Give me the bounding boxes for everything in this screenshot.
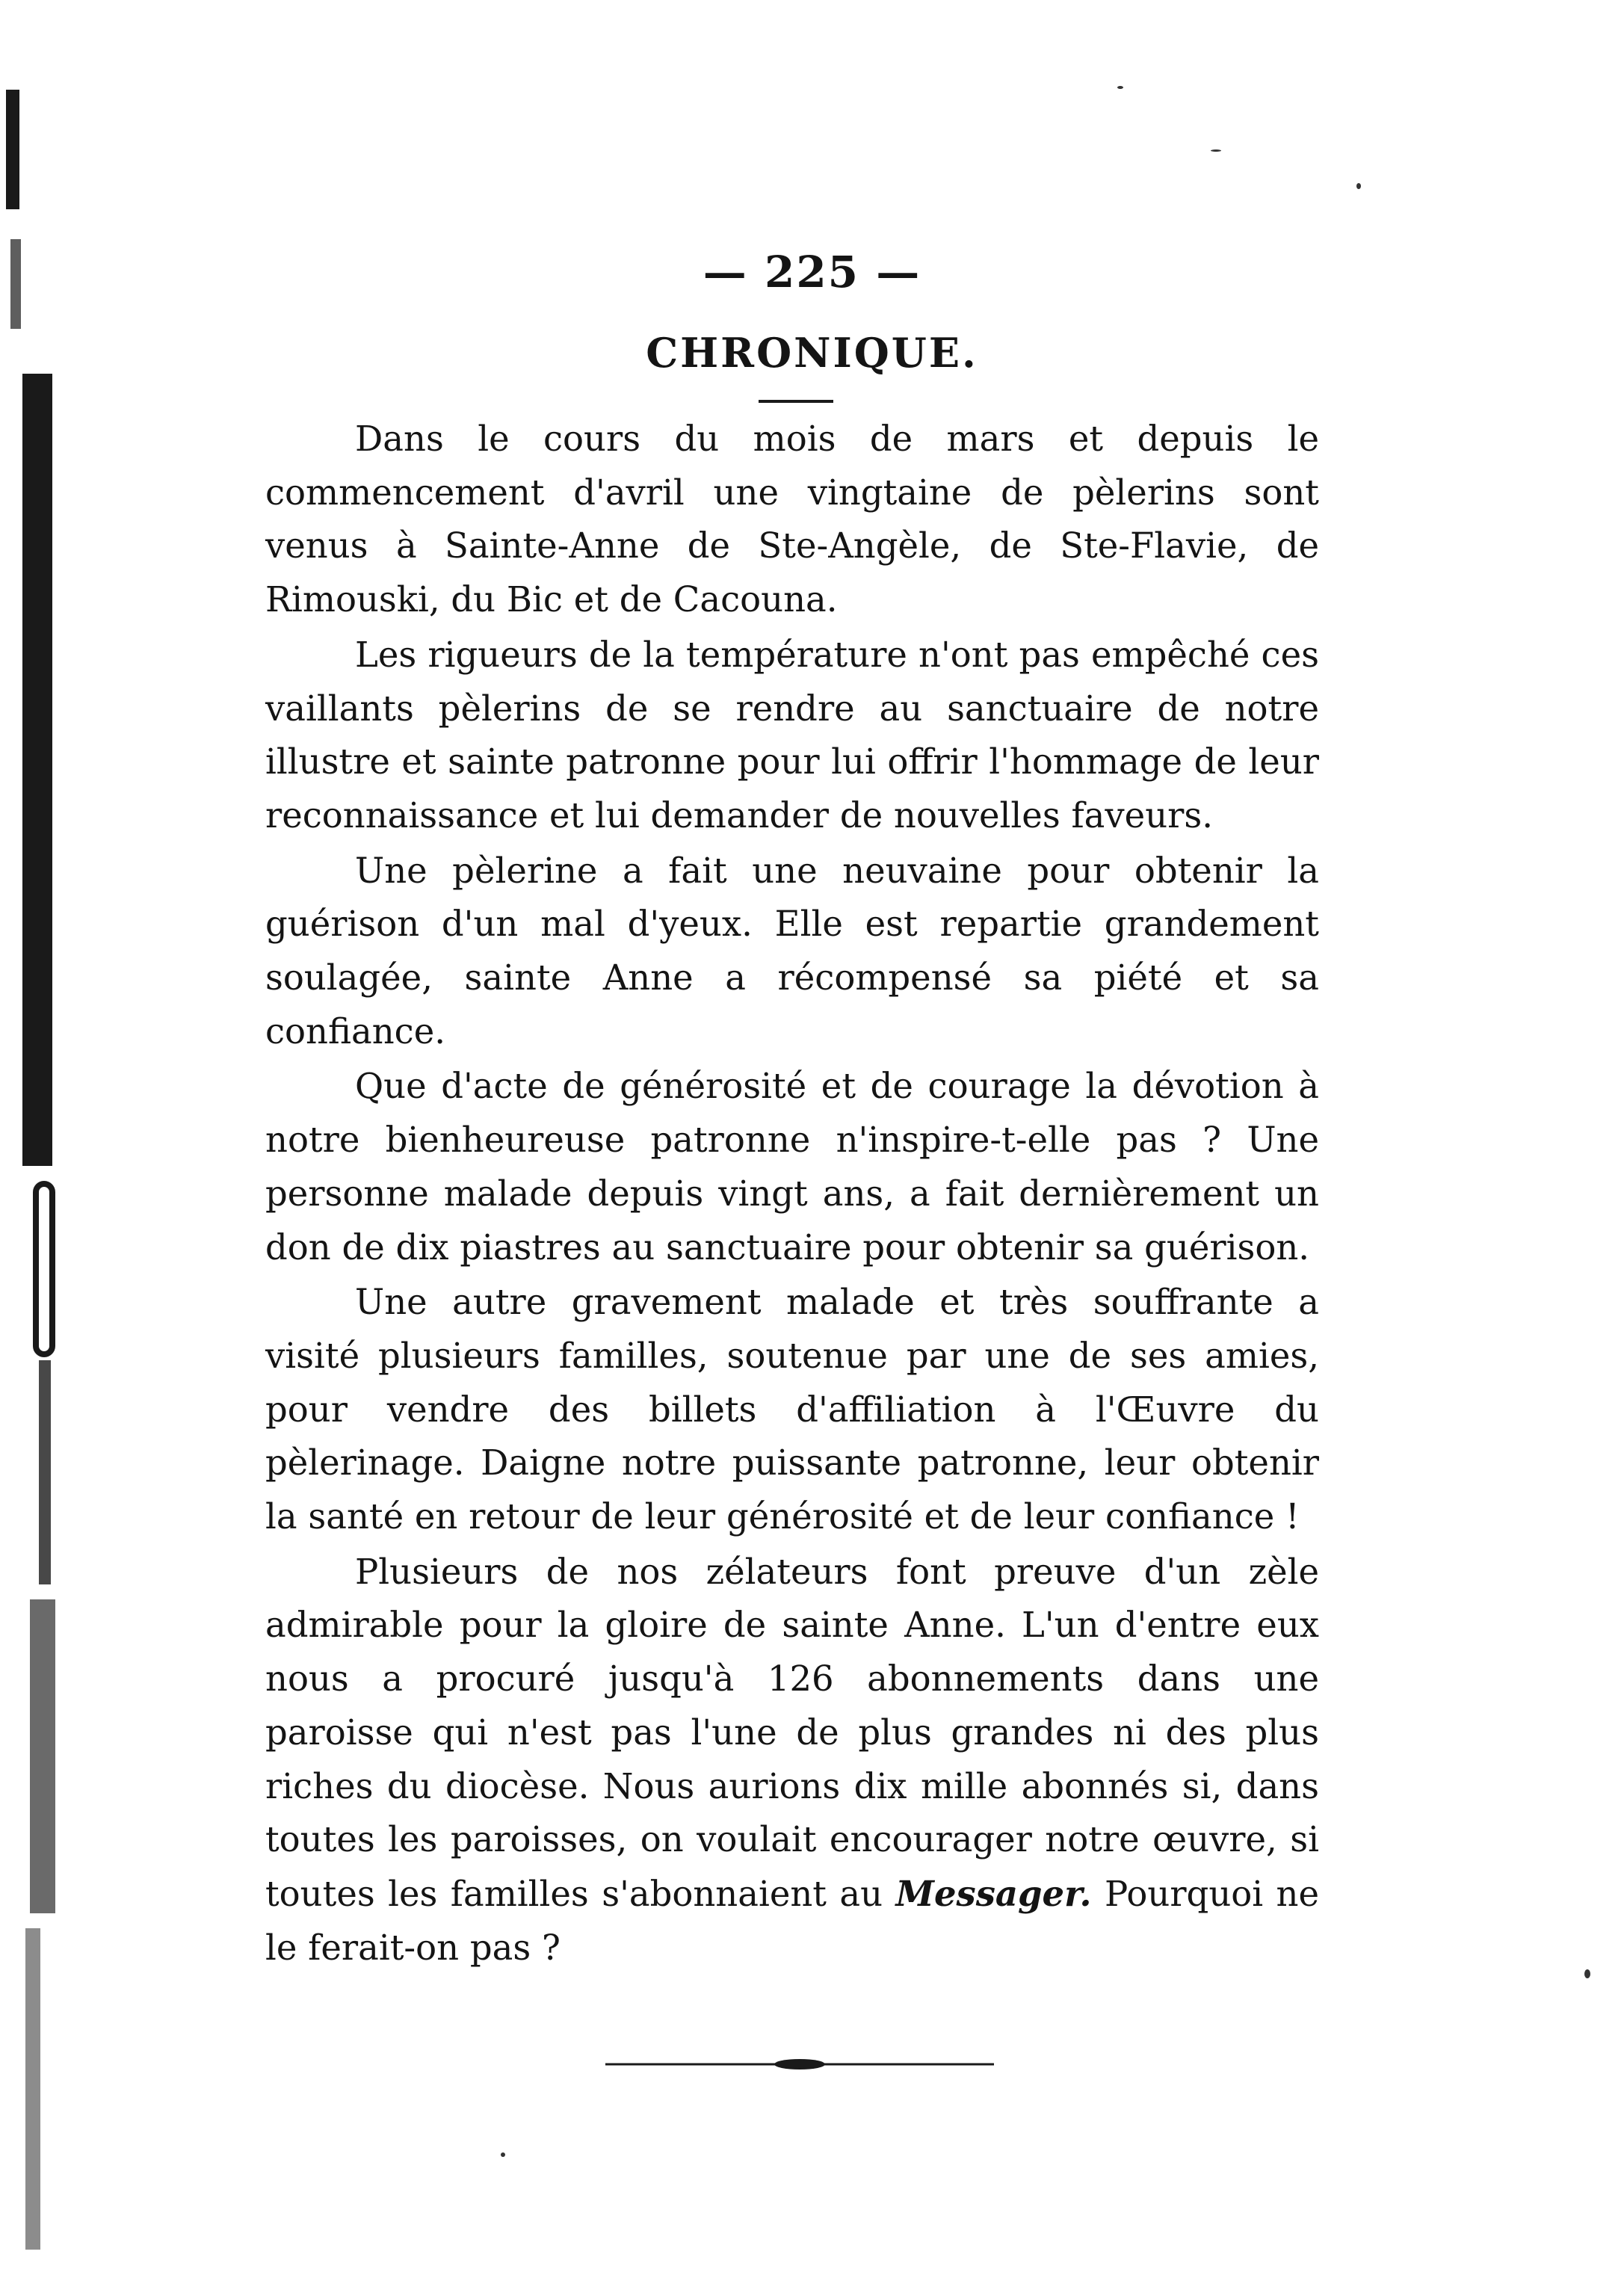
paragraph: Une pèlerine a fait une neuvaine pour obtenir la guérison d'un mal d'yeux. Elle est repartie grandement soulagée, sainte Anne a récompensé sa piété et sa confiance.: [265, 850, 1319, 1052]
scan-speck: [501, 2152, 505, 2157]
paragraph-text: Pourquoi ne le ferait-on pas ?: [265, 1873, 1320, 1968]
binding-edge: [0, 90, 52, 2272]
scan-speck: [1356, 183, 1361, 189]
paragraph: Dans le cours du mois de mars et depuis le commencement d'avril une vingtaine de pèlerins sont venus à Sainte-Anne de Ste-Angèle, de Ste-Flavie, de Rimouski, du Bic et de Cacouna.: [265, 419, 1319, 620]
article-body: [265, 413, 1319, 1975]
page-number: — 225 —: [703, 247, 921, 297]
title-divider: [759, 400, 833, 403]
paragraph: Les rigueurs de la température n'ont pas empêché ces vaillants pèlerins de se rendre au sanctuaire de notre illustre et sainte patronne pour lui offrir l'hommage de leur reconnaissance et lui demander de nouvelles faveurs.: [265, 634, 1319, 836]
scan-speck: [1584, 1969, 1590, 1978]
paragraph-text: Plusieurs de nos zélateurs font preuve d'un zèle admirable pour la gloire de sainte Anne. L'un d'entre eux nous a procuré jusqu'à 126 abonnements dans une paroisse qui n'est pas l'une de plus grandes ni des plus riches du diocèse. Nous aurions dix mille abonnés si, dans toutes les paroisses, on voulait encourager notre œuvre, si toutes les familles s'abonnaient au: [265, 1551, 1319, 1914]
paragraph: Une autre gravement malade et très souffrante a visité plusieurs familles, soutenue par une de ses amies, pour vendre des billets d'affiliation à l'Œuvre du pèlerinage. Daigne notre puissante patronne, leur obtenir la santé en retour de leur générosité et de leur confiance !: [265, 1282, 1319, 1537]
scan-speck: [1117, 86, 1123, 89]
scan-speck: [1211, 149, 1221, 152]
paragraph: Que d'acte de générosité et de courage la dévotion à notre bienheureuse patronne n'inspire-t-elle pas ? Une personne malade depuis vingt ans, a fait dernièrement un don de dix piastres au sanctuaire pour obtenir sa guérison.: [265, 1066, 1319, 1268]
page-title: CHRONIQUE.: [646, 329, 978, 377]
publication-name: Messager.: [895, 1872, 1092, 1914]
end-ornament: [605, 2057, 994, 2072]
paragraph: [265, 1546, 1319, 1975]
